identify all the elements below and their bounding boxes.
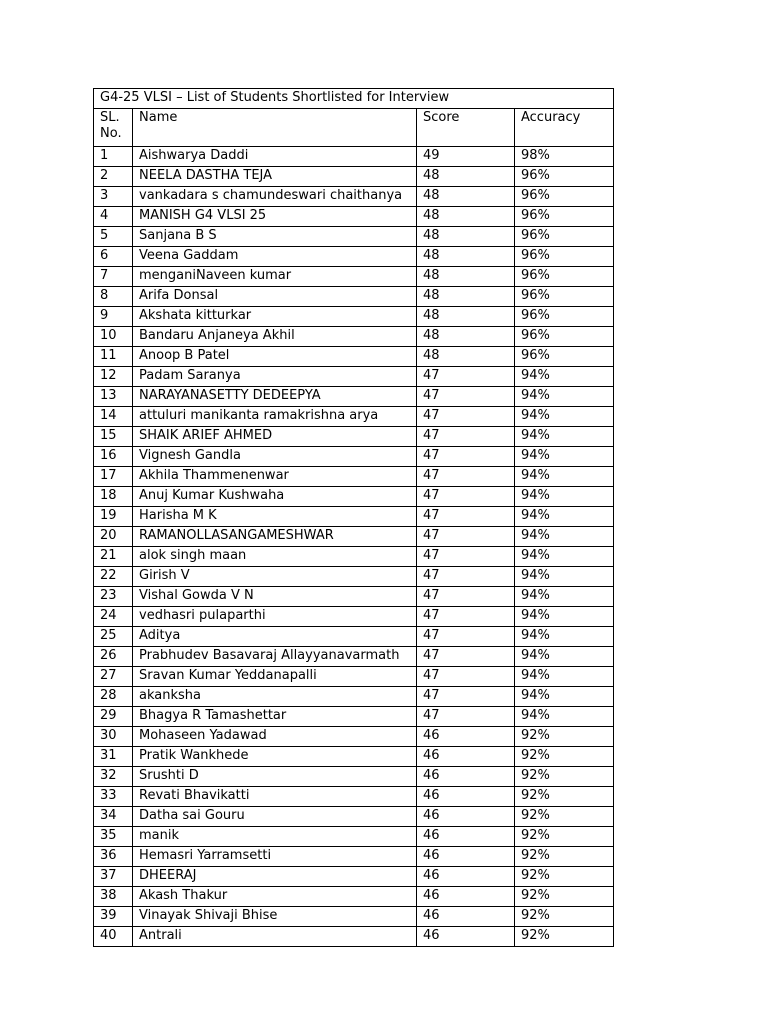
cell-sl-no: 17: [94, 467, 133, 487]
cell-accuracy: 92%: [515, 847, 614, 867]
cell-sl-no: 18: [94, 487, 133, 507]
cell-sl-no: 39: [94, 907, 133, 927]
cell-accuracy: 92%: [515, 827, 614, 847]
cell-sl-no: 1: [94, 147, 133, 167]
cell-accuracy: 96%: [515, 167, 614, 187]
cell-accuracy: 94%: [515, 367, 614, 387]
table-row: [94, 307, 614, 327]
cell-score: 48: [417, 307, 515, 327]
cell-score: 46: [417, 867, 515, 887]
cell-sl-no: 27: [94, 667, 133, 687]
document-title: G4-25 VLSI – List of Students Shortlisted for Interview: [94, 89, 614, 109]
cell-name: menganiNaveen kumar: [133, 267, 417, 287]
cell-accuracy: 96%: [515, 287, 614, 307]
cell-accuracy: 96%: [515, 227, 614, 247]
table-row: [94, 827, 614, 847]
cell-score: 48: [417, 187, 515, 207]
table-row: [94, 867, 614, 887]
cell-accuracy: 94%: [515, 567, 614, 587]
table-row: [94, 267, 614, 287]
cell-score: 47: [417, 687, 515, 707]
header-row: [94, 109, 614, 147]
cell-name: Hemasri Yarramsetti: [133, 847, 417, 867]
cell-sl-no: 40: [94, 927, 133, 947]
cell-accuracy: 92%: [515, 887, 614, 907]
cell-score: 48: [417, 327, 515, 347]
cell-accuracy: 96%: [515, 327, 614, 347]
cell-score: 46: [417, 827, 515, 847]
table-row: [94, 507, 614, 527]
cell-score: 47: [417, 407, 515, 427]
cell-sl-no: 33: [94, 787, 133, 807]
cell-score: 47: [417, 527, 515, 547]
cell-sl-no: 2: [94, 167, 133, 187]
cell-name: manik: [133, 827, 417, 847]
table-row: [94, 527, 614, 547]
cell-name: vedhasri pulaparthi: [133, 607, 417, 627]
table-row: [94, 847, 614, 867]
cell-name: Datha sai Gouru: [133, 807, 417, 827]
cell-score: 46: [417, 727, 515, 747]
cell-accuracy: 92%: [515, 907, 614, 927]
cell-name: RAMANOLLASANGAMESHWAR: [133, 527, 417, 547]
cell-sl-no: 12: [94, 367, 133, 387]
cell-score: 47: [417, 467, 515, 487]
cell-score: 48: [417, 287, 515, 307]
table-row: [94, 247, 614, 267]
table-row: [94, 227, 614, 247]
table-row: [94, 327, 614, 347]
table-row: [94, 747, 614, 767]
cell-sl-no: 23: [94, 587, 133, 607]
cell-score: 48: [417, 227, 515, 247]
cell-score: 47: [417, 627, 515, 647]
cell-sl-no: 20: [94, 527, 133, 547]
cell-score: 47: [417, 567, 515, 587]
cell-score: 46: [417, 747, 515, 767]
cell-accuracy: 92%: [515, 767, 614, 787]
table-row: [94, 927, 614, 947]
cell-sl-no: 37: [94, 867, 133, 887]
table-row: [94, 767, 614, 787]
cell-name: Aditya: [133, 627, 417, 647]
cell-accuracy: 96%: [515, 247, 614, 267]
cell-sl-no: 6: [94, 247, 133, 267]
column-header-sl-no-text: SL. No.: [100, 110, 122, 141]
cell-name: vankadara s chamundeswari chaithanya: [133, 187, 417, 207]
cell-score: 47: [417, 387, 515, 407]
cell-sl-no: 21: [94, 547, 133, 567]
cell-score: 47: [417, 427, 515, 447]
table-row: [94, 807, 614, 827]
cell-sl-no: 22: [94, 567, 133, 587]
cell-accuracy: 94%: [515, 667, 614, 687]
cell-sl-no: 25: [94, 627, 133, 647]
cell-sl-no: 5: [94, 227, 133, 247]
cell-accuracy: 94%: [515, 427, 614, 447]
table-row: [94, 647, 614, 667]
cell-name: Mohaseen Yadawad: [133, 727, 417, 747]
cell-accuracy: 92%: [515, 867, 614, 887]
table-row: [94, 207, 614, 227]
table-row: [94, 707, 614, 727]
cell-sl-no: 28: [94, 687, 133, 707]
cell-sl-no: 26: [94, 647, 133, 667]
cell-score: 47: [417, 707, 515, 727]
cell-accuracy: 94%: [515, 527, 614, 547]
cell-sl-no: 14: [94, 407, 133, 427]
cell-name: DHEERAJ: [133, 867, 417, 887]
table-row: [94, 887, 614, 907]
cell-name: MANISH G4 VLSI 25: [133, 207, 417, 227]
cell-accuracy: 96%: [515, 187, 614, 207]
cell-score: 46: [417, 927, 515, 947]
table-row: [94, 667, 614, 687]
cell-name: Veena Gaddam: [133, 247, 417, 267]
cell-score: 46: [417, 887, 515, 907]
cell-score: 48: [417, 247, 515, 267]
cell-name: Aishwarya Daddi: [133, 147, 417, 167]
cell-accuracy: 94%: [515, 607, 614, 627]
cell-score: 46: [417, 787, 515, 807]
cell-name: Anoop B Patel: [133, 347, 417, 367]
cell-name: Vignesh Gandla: [133, 447, 417, 467]
cell-name: Girish V: [133, 567, 417, 587]
cell-accuracy: 94%: [515, 547, 614, 567]
cell-sl-no: 35: [94, 827, 133, 847]
cell-accuracy: 94%: [515, 447, 614, 467]
cell-sl-no: 16: [94, 447, 133, 467]
cell-sl-no: 29: [94, 707, 133, 727]
table-row: [94, 627, 614, 647]
table-row: [94, 487, 614, 507]
cell-accuracy: 94%: [515, 407, 614, 427]
cell-score: 48: [417, 207, 515, 227]
cell-accuracy: 94%: [515, 467, 614, 487]
cell-sl-no: 13: [94, 387, 133, 407]
table-row: [94, 687, 614, 707]
cell-score: 47: [417, 647, 515, 667]
cell-accuracy: 92%: [515, 807, 614, 827]
cell-sl-no: 24: [94, 607, 133, 627]
cell-name: NEELA DASTHA TEJA: [133, 167, 417, 187]
table-row: [94, 347, 614, 367]
column-header-accuracy: Accuracy: [515, 109, 614, 147]
cell-name: Anuj Kumar Kushwaha: [133, 487, 417, 507]
cell-name: SHAIK ARIEF AHMED: [133, 427, 417, 447]
cell-accuracy: 96%: [515, 347, 614, 367]
cell-score: 47: [417, 587, 515, 607]
cell-accuracy: 94%: [515, 647, 614, 667]
cell-score: 48: [417, 267, 515, 287]
cell-name: Vinayak Shivaji Bhise: [133, 907, 417, 927]
table-body: [94, 89, 614, 947]
cell-sl-no: 31: [94, 747, 133, 767]
title-row: [94, 89, 614, 109]
cell-accuracy: 92%: [515, 747, 614, 767]
cell-accuracy: 94%: [515, 387, 614, 407]
cell-sl-no: 4: [94, 207, 133, 227]
cell-sl-no: 32: [94, 767, 133, 787]
table-row: [94, 367, 614, 387]
cell-sl-no: 38: [94, 887, 133, 907]
table-row: [94, 547, 614, 567]
cell-sl-no: 15: [94, 427, 133, 447]
cell-score: 47: [417, 507, 515, 527]
table-row: [94, 187, 614, 207]
cell-score: 46: [417, 907, 515, 927]
cell-sl-no: 10: [94, 327, 133, 347]
cell-score: 48: [417, 347, 515, 367]
table-row: [94, 467, 614, 487]
cell-accuracy: 94%: [515, 487, 614, 507]
cell-name: Revati Bhavikatti: [133, 787, 417, 807]
table-row: [94, 287, 614, 307]
table-row: [94, 387, 614, 407]
cell-sl-no: 9: [94, 307, 133, 327]
cell-sl-no: 7: [94, 267, 133, 287]
column-header-score: Score: [417, 109, 515, 147]
cell-name: Srushti D: [133, 767, 417, 787]
cell-name: attuluri manikanta ramakrishna arya: [133, 407, 417, 427]
cell-accuracy: 92%: [515, 927, 614, 947]
table-row: [94, 447, 614, 467]
cell-sl-no: 3: [94, 187, 133, 207]
table-row: [94, 787, 614, 807]
cell-score: 47: [417, 607, 515, 627]
cell-sl-no: 34: [94, 807, 133, 827]
cell-name: Harisha M K: [133, 507, 417, 527]
cell-score: 46: [417, 847, 515, 867]
cell-score: 47: [417, 487, 515, 507]
cell-accuracy: 94%: [515, 587, 614, 607]
cell-name: Pratik Wankhede: [133, 747, 417, 767]
cell-score: 47: [417, 547, 515, 567]
cell-name: NARAYANASETTY DEDEEPYA: [133, 387, 417, 407]
table-row: [94, 587, 614, 607]
table-row: [94, 727, 614, 747]
cell-name: akanksha: [133, 687, 417, 707]
cell-name: Akhila Thammenenwar: [133, 467, 417, 487]
cell-score: 47: [417, 667, 515, 687]
shortlist-table: [93, 88, 614, 947]
cell-name: Akshata kitturkar: [133, 307, 417, 327]
cell-name: Akash Thakur: [133, 887, 417, 907]
cell-accuracy: 94%: [515, 687, 614, 707]
cell-accuracy: 92%: [515, 727, 614, 747]
cell-accuracy: 94%: [515, 627, 614, 647]
column-header-name: Name: [133, 109, 417, 147]
cell-sl-no: 8: [94, 287, 133, 307]
cell-name: Antrali: [133, 927, 417, 947]
column-header-sl-no: [94, 109, 133, 147]
cell-name: Sravan Kumar Yeddanapalli: [133, 667, 417, 687]
cell-accuracy: 92%: [515, 787, 614, 807]
cell-accuracy: 98%: [515, 147, 614, 167]
cell-sl-no: 11: [94, 347, 133, 367]
cell-name: Vishal Gowda V N: [133, 587, 417, 607]
table-row: [94, 567, 614, 587]
cell-accuracy: 96%: [515, 267, 614, 287]
cell-score: 49: [417, 147, 515, 167]
cell-name: Bandaru Anjaneya Akhil: [133, 327, 417, 347]
cell-accuracy: 96%: [515, 207, 614, 227]
cell-accuracy: 96%: [515, 307, 614, 327]
table-row: [94, 167, 614, 187]
cell-sl-no: 30: [94, 727, 133, 747]
cell-sl-no: 36: [94, 847, 133, 867]
cell-sl-no: 19: [94, 507, 133, 527]
cell-score: 46: [417, 767, 515, 787]
cell-name: alok singh maan: [133, 547, 417, 567]
cell-name: Prabhudev Basavaraj Allayyanavarmath: [133, 647, 417, 667]
cell-score: 48: [417, 167, 515, 187]
cell-score: 47: [417, 367, 515, 387]
table-row: [94, 407, 614, 427]
table-row: [94, 147, 614, 167]
cell-name: Padam Saranya: [133, 367, 417, 387]
cell-accuracy: 94%: [515, 507, 614, 527]
cell-score: 47: [417, 447, 515, 467]
cell-name: Sanjana B S: [133, 227, 417, 247]
cell-accuracy: 94%: [515, 707, 614, 727]
cell-name: Arifa Donsal: [133, 287, 417, 307]
table-row: [94, 427, 614, 447]
table-row: [94, 907, 614, 927]
table-row: [94, 607, 614, 627]
cell-name: Bhagya R Tamashettar: [133, 707, 417, 727]
cell-score: 46: [417, 807, 515, 827]
